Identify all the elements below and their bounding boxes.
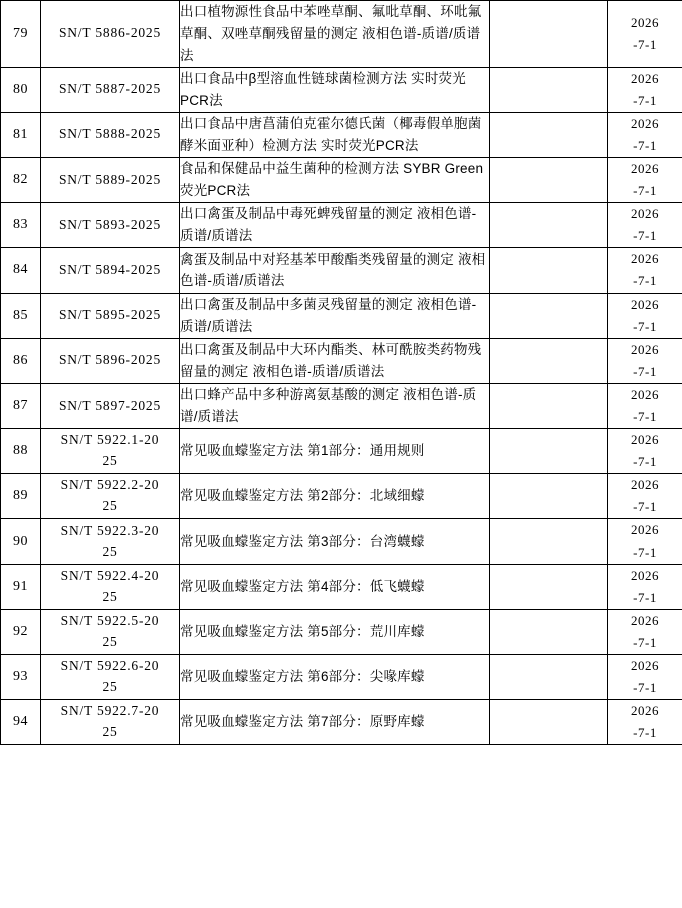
effective-date-line: -7-1 [633,408,657,424]
standard-code-cell [41,293,180,338]
table-row [1,157,682,202]
row-index-cell: 83 [1,203,41,248]
row-index-cell: 81 [1,112,41,157]
empty-cell [490,655,608,700]
effective-date-cell [608,383,682,428]
standard-code-line: SN/T 5922.5-20 [60,613,160,628]
effective-date-line: 2026 [631,115,659,131]
empty-cell [490,203,608,248]
effective-date-cell [608,429,682,474]
effective-date-line: -7-1 [633,183,657,199]
standard-code-line: 25 [102,543,118,559]
standard-code-line: SN/T 5922.3-20 [60,522,160,538]
effective-date-line: 2026 [631,206,659,222]
standard-name-cell: 禽蛋及制品中对羟基苯甲酸酯类残留量的测定 液相色谱-质谱/质谱法 [180,248,490,293]
table-row [1,655,682,700]
standard-code-cell [41,203,180,248]
effective-date-line: 2026 [631,296,659,312]
empty-cell [490,383,608,428]
standard-name-cell: 常见吸血蠓鉴定方法 第3部分：台湾蠛蠓 [180,519,490,564]
effective-date-cell [608,293,682,338]
standard-code-line: SN/T 5922.7-20 [60,703,160,719]
effective-date-line: 2026 [631,703,659,719]
empty-cell [490,112,608,157]
row-index-cell: 85 [1,293,41,338]
standard-code-cell [41,655,180,700]
standard-code-cell [41,429,180,474]
empty-cell [490,519,608,564]
row-index-cell: 90 [1,519,41,564]
table-row [1,383,682,428]
effective-date-line: -7-1 [633,92,657,108]
effective-date-cell [608,1,682,68]
row-index-cell: 92 [1,609,41,654]
effective-date-cell [608,112,682,157]
row-index-cell: 80 [1,67,41,112]
effective-date-line: 2026 [631,386,659,402]
standard-code-line: SN/T 5894-2025 [58,261,162,277]
empty-cell [490,293,608,338]
effective-date-line: 2026 [631,251,659,267]
table-row [1,429,682,474]
effective-date-cell [608,338,682,383]
standard-name-cell: 常见吸血蠓鉴定方法 第6部分：尖喙库蠓 [180,655,490,700]
table-row [1,248,682,293]
standard-name-cell: 食品和保健品中益生菌种的检测方法 SYBR Green荧光PCR法 [180,157,490,202]
standard-code-line: 25 [102,498,118,514]
standard-code-line: 25 [102,633,118,649]
effective-date-line: -7-1 [633,137,657,153]
effective-date-line: 2026 [631,70,659,86]
effective-date-line: 2026 [631,567,659,583]
standard-code-cell [41,338,180,383]
empty-cell [490,157,608,202]
table-row [1,338,682,383]
standard-code-cell [41,564,180,609]
standard-code-line: SN/T 5922.2-20 [60,477,160,493]
standard-name-cell: 出口食品中唐菖蒲伯克霍尔德氏菌（椰毒假单胞菌酵米面亚种）检测方法 实时荧光PCR法 [180,112,490,157]
table-row [1,700,682,745]
effective-date-cell [608,609,682,654]
standard-code-line: SN/T 5887-2025 [58,81,162,97]
effective-date-line: -7-1 [633,725,657,741]
standard-name-cell: 常见吸血蠓鉴定方法 第4部分：低飞蠛蠓 [180,564,490,609]
effective-date-line: -7-1 [633,544,657,560]
standards-table-body [1,1,682,745]
empty-cell [490,700,608,745]
table-row [1,293,682,338]
effective-date-line: -7-1 [633,454,657,470]
standard-code-line: SN/T 5888-2025 [58,126,162,142]
effective-date-line: 2026 [631,14,659,30]
row-index-cell: 86 [1,338,41,383]
standard-code-line: 25 [102,724,118,740]
standard-code-line: SN/T 5895-2025 [58,307,162,323]
effective-date-line: 2026 [631,522,659,538]
standard-code-cell [41,1,180,68]
standard-code-cell [41,609,180,654]
row-index-cell: 91 [1,564,41,609]
effective-date-cell [608,700,682,745]
standard-name-cell: 出口植物源性食品中苯唑草酮、氟吡草酮、环吡氟草酮、双唑草酮残留量的测定 液相色谱-质谱/质谱法 [180,1,490,68]
standard-code-line: 25 [102,679,118,695]
effective-date-line: 2026 [631,160,659,176]
table-row [1,564,682,609]
standard-code-cell [41,474,180,519]
effective-date-line: -7-1 [633,634,657,650]
effective-date-cell [608,67,682,112]
standard-code-line: 25 [102,453,118,469]
standard-code-cell [41,112,180,157]
effective-date-line: -7-1 [633,36,657,52]
standard-code-line: SN/T 5893-2025 [58,216,162,232]
empty-cell [490,338,608,383]
standard-name-cell: 出口禽蛋及制品中大环内酯类、林可酰胺类药物残留量的测定 液相色谱-质谱/质谱法 [180,338,490,383]
standard-code-line: SN/T 5897-2025 [58,397,162,413]
table-row [1,67,682,112]
empty-cell [490,67,608,112]
row-index-cell: 88 [1,429,41,474]
standard-code-cell [41,700,180,745]
empty-cell [490,609,608,654]
standard-code-line: SN/T 5896-2025 [58,352,162,368]
standard-name-cell: 常见吸血蠓鉴定方法 第5部分：荒川库蠓 [180,609,490,654]
effective-date-cell [608,564,682,609]
standard-code-cell [41,157,180,202]
table-row [1,474,682,519]
standard-name-cell: 出口蜂产品中多种游离氨基酸的测定 液相色谱-质谱/质谱法 [180,383,490,428]
row-index-cell: 79 [1,1,41,68]
empty-cell [490,1,608,68]
effective-date-line: -7-1 [633,273,657,289]
effective-date-line: -7-1 [633,680,657,696]
row-index-cell: 93 [1,655,41,700]
table-row [1,1,682,68]
effective-date-cell [608,203,682,248]
effective-date-line: 2026 [631,477,659,493]
standard-code-cell [41,67,180,112]
effective-date-line: -7-1 [633,318,657,334]
standard-code-cell [41,383,180,428]
effective-date-cell [608,248,682,293]
effective-date-line: -7-1 [633,589,657,605]
effective-date-cell [608,519,682,564]
empty-cell [490,474,608,519]
effective-date-cell [608,655,682,700]
effective-date-line: 2026 [631,612,659,628]
empty-cell [490,248,608,293]
standard-code-line: SN/T 5922.6-20 [60,658,160,674]
standard-name-cell: 常见吸血蠓鉴定方法 第1部分：通用规则 [180,429,490,474]
table-row [1,112,682,157]
empty-cell [490,564,608,609]
effective-date-cell [608,474,682,519]
effective-date-line: -7-1 [633,499,657,515]
standard-name-cell: 出口食品中β型溶血性链球菌检测方法 实时荧光PCR法 [180,67,490,112]
table-row [1,203,682,248]
row-index-cell: 87 [1,383,41,428]
standard-code-line: SN/T 5886-2025 [58,25,162,41]
standard-name-cell: 出口禽蛋及制品中多菌灵残留量的测定 液相色谱-质谱/质谱法 [180,293,490,338]
standard-code-cell [41,519,180,564]
standard-name-cell: 常见吸血蠓鉴定方法 第2部分：北域细蠓 [180,474,490,519]
effective-date-line: -7-1 [633,228,657,244]
row-index-cell: 82 [1,157,41,202]
standard-code-line: SN/T 5889-2025 [58,171,162,187]
row-index-cell: 94 [1,700,41,745]
standard-code-line: SN/T 5922.4-20 [60,567,160,583]
effective-date-cell [608,157,682,202]
standard-code-line: SN/T 5922.1-20 [60,432,160,448]
effective-date-line: 2026 [631,341,659,357]
standard-name-cell: 出口禽蛋及制品中毒死蜱残留量的测定 液相色谱-质谱/质谱法 [180,203,490,248]
row-index-cell: 89 [1,474,41,519]
standard-code-cell [41,248,180,293]
effective-date-line: 2026 [631,432,659,448]
table-row [1,609,682,654]
standard-name-cell: 常见吸血蠓鉴定方法 第7部分：原野库蠓 [180,700,490,745]
row-index-cell: 84 [1,248,41,293]
empty-cell [490,429,608,474]
effective-date-line: 2026 [631,658,659,674]
standard-code-line: 25 [102,588,118,604]
table-row [1,519,682,564]
effective-date-line: -7-1 [633,363,657,379]
